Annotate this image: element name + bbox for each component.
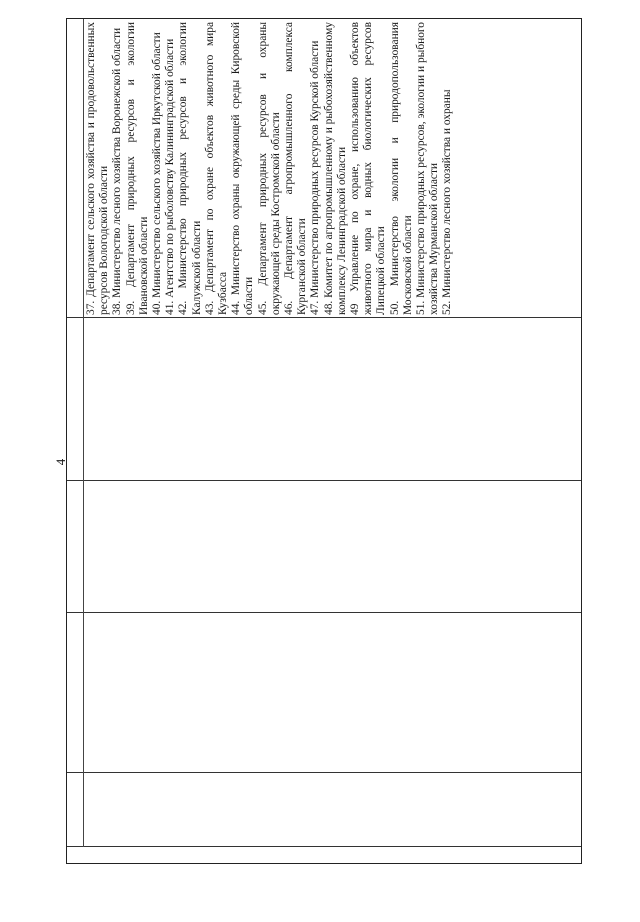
table-row (67, 613, 581, 773)
list-item: 44. Министерство охраны окружающей среды Кировской области (230, 22, 256, 315)
table-row (67, 847, 581, 863)
list-item: 48. Комитет по агропромышленному и рыбохозяйственному комплексу Ленинградской области (322, 22, 348, 315)
table-row (67, 773, 581, 847)
list-item: 41. Агентство по рыболовству Калининградской области (164, 38, 177, 315)
list-item: 51. Министерство природных ресурсов, экологии и рыбного хозяйства Мурманской области (415, 22, 441, 315)
list-item: 47. Министерство природных ресурсов Курской области (309, 40, 322, 315)
list-item: 38. Министерство лесного хозяйства Воронежской области (111, 27, 124, 315)
table (66, 18, 582, 864)
list-item: 52. Министерство лесного хозяйства и охраны (441, 89, 454, 315)
list-item: 37. Департамент сельского хозяйства и продовольственных ресурсов Вологодской области (85, 22, 111, 315)
organizations-list (85, 22, 581, 315)
list-item: 42. Министерство природных ресурсов и экологии Калужской области (177, 22, 203, 315)
list-item: 40. Министерство сельского хозяйства Иркутской области (151, 32, 164, 315)
list-item: 45. Департамент природных ресурсов и охраны окружающей среды Костромской области (256, 22, 282, 315)
organizations-cell-content (85, 22, 581, 315)
list-item: 43. Департамент по охране объектов животного мира Кузбасса (203, 22, 230, 315)
list-item: 46. Департамент агропромышленного комплекса Курганской области (283, 22, 309, 315)
list-item: 50. Министерство экологии и природопользования Московской области (388, 22, 414, 315)
organizations-cell (85, 22, 454, 518)
list-item: 49 Управление по охране, использованию объектов животного мира и водных биологических ресурсов Липецкой области (349, 22, 388, 315)
column-divider (83, 19, 84, 847)
page-number: 4 (53, 458, 68, 466)
list-item: 39. Департамент природных ресурсов и экологии Ивановской области (124, 22, 150, 315)
